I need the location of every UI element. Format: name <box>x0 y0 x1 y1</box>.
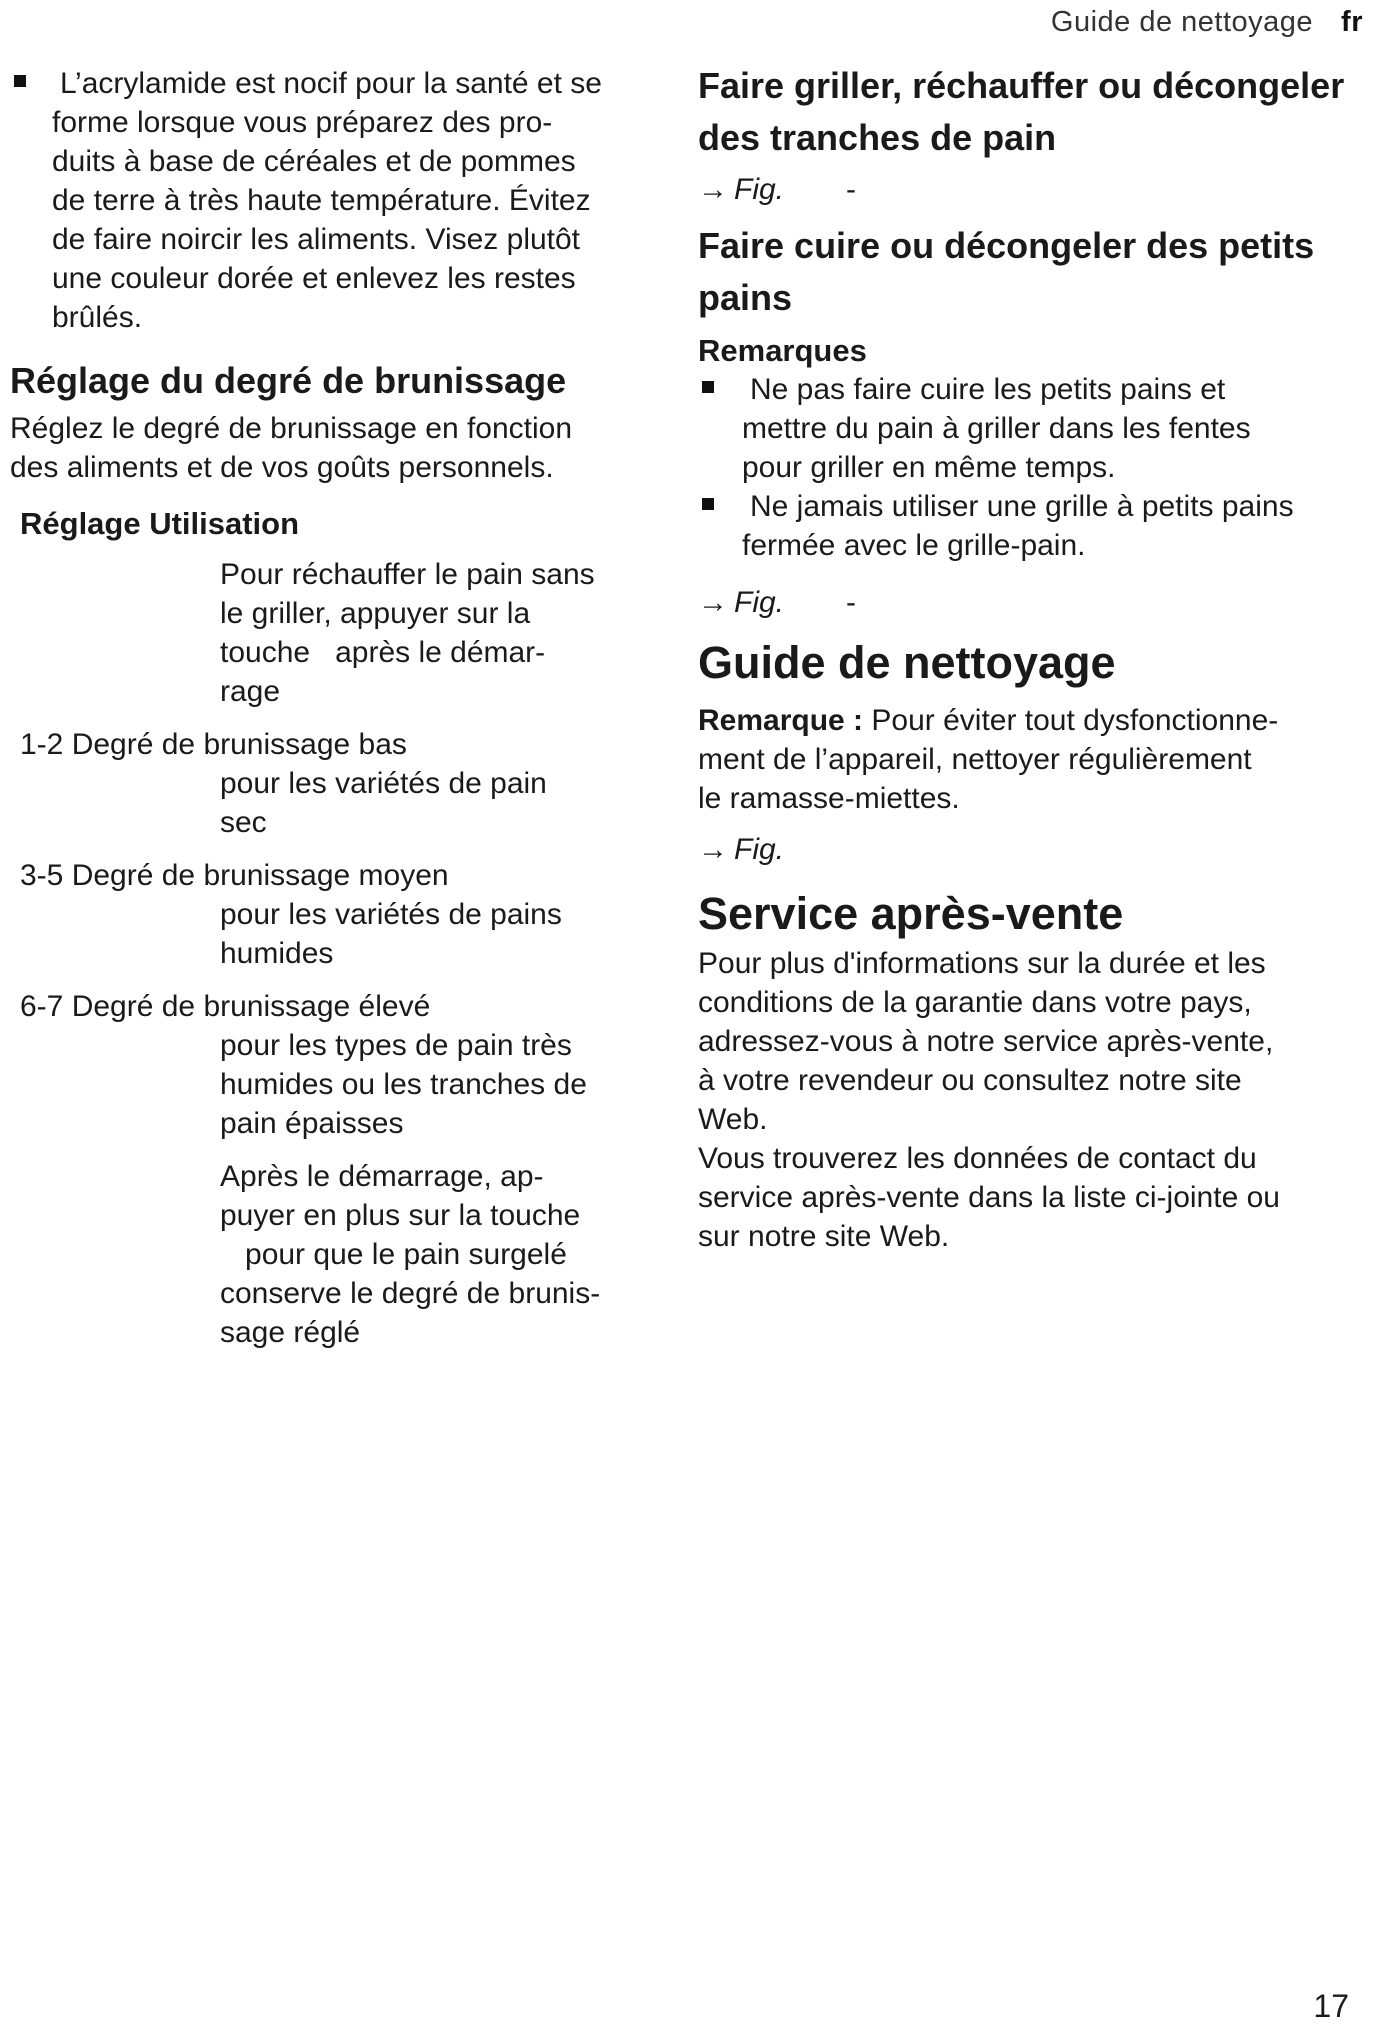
running-header <box>1051 6 1363 39</box>
text-line: Après le démarrage, ap- <box>220 1160 544 1193</box>
language-code: fr <box>1341 6 1363 38</box>
text-line: conserve le degré de brunis- <box>220 1277 601 1310</box>
text-line: humides <box>220 937 334 970</box>
text-line: rage <box>220 675 281 708</box>
row-level-line <box>20 725 690 764</box>
bullet-line: une couleur dorée et enlevez les restes <box>52 262 576 295</box>
browning-intro <box>10 409 690 487</box>
arrow-right-icon: → <box>698 173 728 206</box>
bullet-line: duits à base de céréales et de pommes <box>52 145 576 178</box>
text-line: Web. <box>698 1103 768 1136</box>
bullet-line: mettre du pain à griller dans les fentes <box>742 412 1251 445</box>
text-line: ment de l’appareil, nettoyer régulièrement <box>698 743 1252 776</box>
table-row <box>20 555 690 711</box>
bullet-line: fermée avec le grille-pain. <box>742 529 1086 562</box>
fig-label: Fig. <box>734 173 785 206</box>
arrow-right-icon: → <box>698 586 728 619</box>
text-line: le ramasse-miettes. <box>698 782 960 815</box>
row-text <box>20 1157 690 1352</box>
square-bullet-icon <box>702 381 714 393</box>
text-line: touche après le démar- <box>220 636 546 669</box>
bullet-line: de terre à très haute température. Évitez <box>52 184 591 217</box>
acrylamide-bullet <box>10 64 690 337</box>
row-title: Degré de brunissage bas <box>71 728 407 761</box>
row-level: 3-5 <box>20 859 64 892</box>
text-line <box>698 701 1378 740</box>
heading-line: pains <box>698 277 793 318</box>
fig-label: Fig. <box>734 833 785 866</box>
text-line: service après-vente dans la liste ci-jointe ou <box>698 1181 1280 1214</box>
cleaning-remark <box>698 701 1378 818</box>
section-heading-browning: Réglage du degré de brunissage <box>10 360 567 401</box>
text-line: pour les types de pain très <box>220 1029 572 1062</box>
text-line: sec <box>220 806 267 839</box>
fig-label: Fig. <box>734 586 785 619</box>
figure-reference <box>698 830 1378 870</box>
row-title: Degré de brunissage moyen <box>71 859 449 892</box>
remark-bullet <box>698 370 1378 487</box>
row-text <box>20 895 690 973</box>
browning-table <box>10 555 690 1352</box>
text-line: puyer en plus sur la touche <box>220 1199 581 1232</box>
text-line: le griller, appuyer sur la <box>220 597 531 630</box>
row-level: 1-2 <box>20 728 64 761</box>
text-line: sage réglé <box>220 1316 361 1349</box>
fig-dash: - <box>846 586 857 619</box>
heading-line: Faire cuire ou décongeler des petits <box>698 225 1315 266</box>
right-column <box>698 64 1378 1256</box>
figure-reference <box>698 170 1378 210</box>
table-row <box>20 856 690 973</box>
left-column <box>10 64 690 1366</box>
bullet-line: Ne jamais utiliser une grille à petits pains <box>750 490 1294 523</box>
bullet-line: forme lorsque vous préparez des pro- <box>52 106 553 139</box>
text-line: adressez-vous à notre service après-vente, <box>698 1025 1274 1058</box>
heading-line: des tranches de pain <box>698 117 1057 158</box>
square-bullet-icon <box>14 75 26 87</box>
text-line: humides ou les tranches de <box>220 1068 587 1101</box>
table-row <box>20 987 690 1143</box>
row-level: 6-7 <box>20 990 64 1023</box>
text-line: sur notre site Web. <box>698 1220 950 1253</box>
text-line: pour les variétés de pain <box>220 767 547 800</box>
remark-bullet <box>698 487 1378 565</box>
text-line: Pour plus d'informations sur la durée et les <box>698 947 1266 980</box>
text-line: à votre revendeur ou consultez notre site <box>698 1064 1242 1097</box>
section-heading-service: Service après-vente <box>698 888 1124 939</box>
service-paragraph <box>698 1139 1378 1256</box>
remark-text: Pour éviter tout dysfonctionne- <box>871 704 1279 737</box>
text-line: conditions de la garantie dans votre pays, <box>698 986 1252 1019</box>
figure-reference <box>698 583 1378 623</box>
row-level-line <box>20 856 690 895</box>
table-row <box>20 725 690 842</box>
page-number: 17 <box>1313 1988 1349 2024</box>
row-level-line <box>20 987 690 1026</box>
square-bullet-icon <box>702 498 714 510</box>
header-title: Guide de nettoyage <box>1050 6 1314 38</box>
row-text <box>20 764 690 842</box>
text-line: Réglez le degré de brunissage en fonction <box>10 412 573 445</box>
text-line: Pour réchauffer le pain sans <box>220 558 595 591</box>
bullet-line: de faire noircir les aliments. Visez plutôt <box>52 223 581 256</box>
heading-line: Faire griller, réchauffer ou décongeler <box>698 65 1345 106</box>
row-title: Degré de brunissage élevé <box>71 990 431 1023</box>
bullet-line: brûlés. <box>52 301 143 334</box>
arrow-right-icon: → <box>698 833 728 866</box>
text-line: pour les variétés de pains <box>220 898 562 931</box>
bullet-line: pour griller en même temps. <box>742 451 1116 484</box>
section-heading-rolls <box>698 220 1378 324</box>
text-line: pour que le pain surgelé <box>220 1238 567 1271</box>
browning-table-header: Réglage Utilisation <box>20 506 300 541</box>
text-line: pain épaisses <box>220 1107 404 1140</box>
service-paragraph <box>698 944 1378 1139</box>
section-heading-cleaning: Guide de nettoyage <box>698 637 1116 688</box>
remark-label: Remarque : <box>698 704 864 737</box>
row-text <box>20 1026 690 1143</box>
remarks-heading: Remarques <box>698 333 867 368</box>
bullet-line: Ne pas faire cuire les petits pains et <box>750 373 1226 406</box>
fig-dash: - <box>846 173 857 206</box>
table-row <box>20 1157 690 1352</box>
bullet-line: L’acrylamide est nocif pour la santé et se <box>60 67 602 100</box>
row-text <box>20 555 690 711</box>
section-heading-toast <box>698 60 1378 164</box>
text-line: Vous trouverez les données de contact du <box>698 1142 1257 1175</box>
text-line: des aliments et de vos goûts personnels. <box>10 451 554 484</box>
